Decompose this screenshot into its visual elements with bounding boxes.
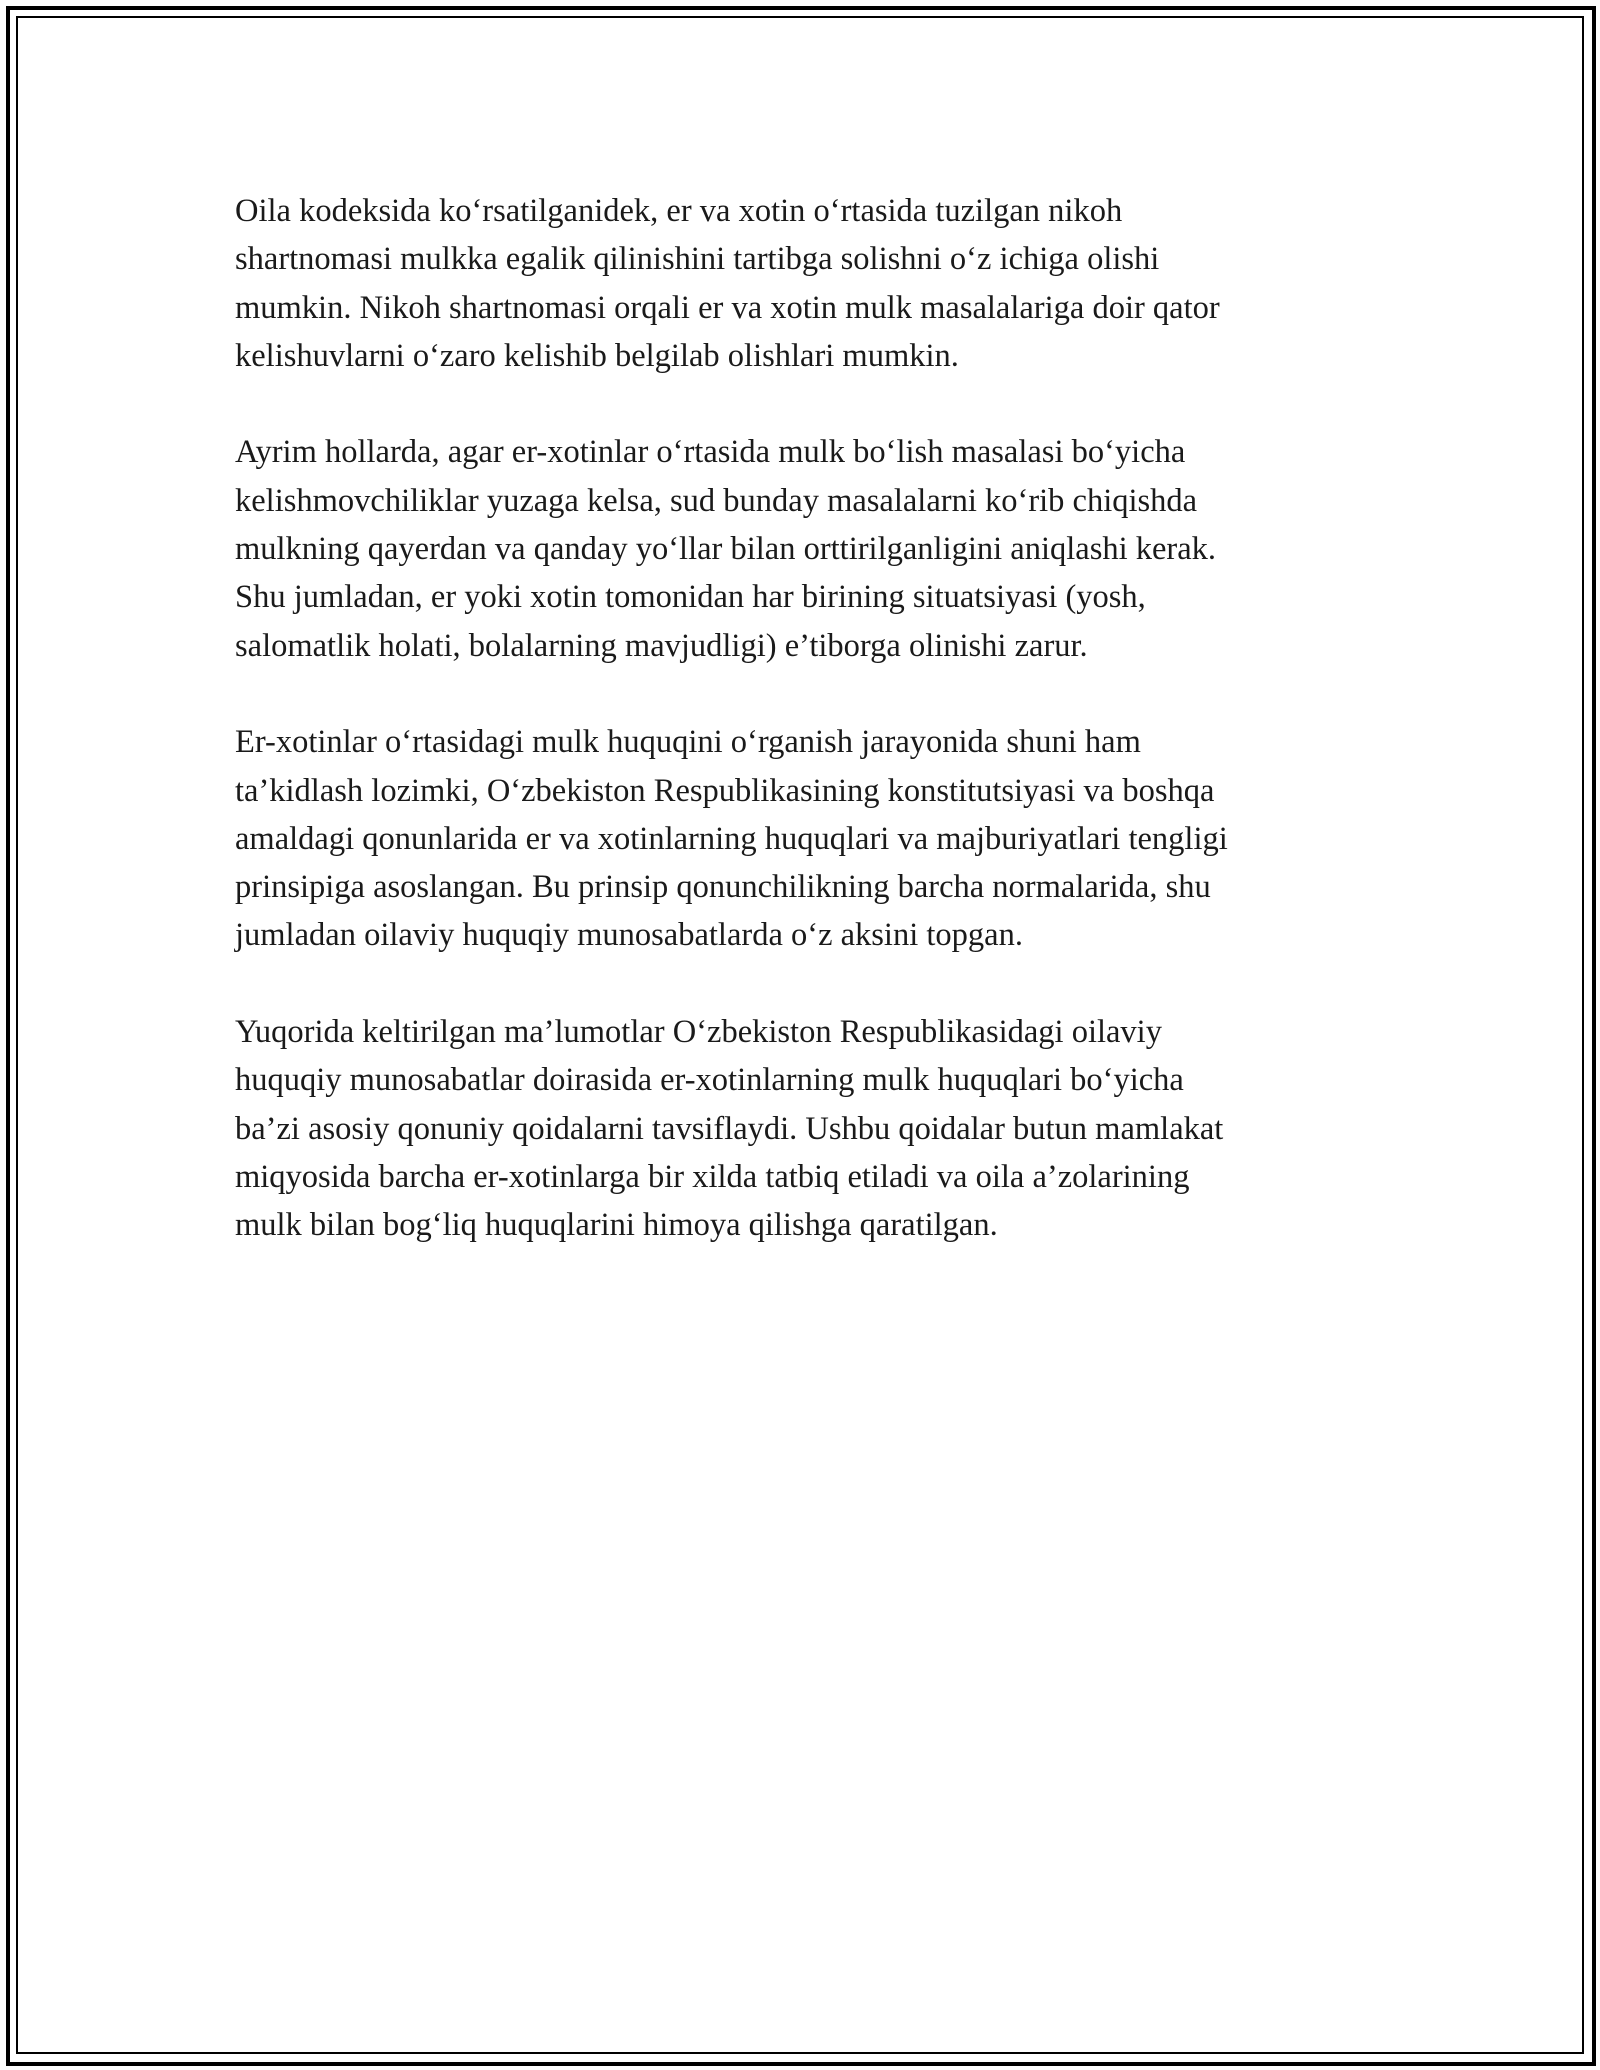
paragraph-3: Er-xotinlar o‘rtasidagi mulk huquqini o‘rganish jarayonida shuni ham ta’kidlash lozimki, O‘zbekiston Respublikasining konstitutsiyasi va boshqa amaldagi qonunlarida er va xotinlarning huquqlari va majburiyatlari tengligi prinsipiga asoslangan. Bu prinsip qonunchilikning barcha normalarida, shu jumladan oilaviy huquqiy munosabatlarda o‘z aksini topgan. <box>235 724 1228 954</box>
paragraph-4: Yuqorida keltirilgan ma’lumotlar O‘zbekiston Respublikasidagi oilaviy huquqiy munosabatlar doirasida er-xotinlarning mulk huquqlari bo‘yicha ba’zi asosiy qonuniy qoidalarni tavsiflaydi. Ushbu qoidalar butun mamlakat miqyosida barcha er-xotinlarga bir xilda tatbiq etiladi va oila a’zolarining mulk bilan bog‘liq huquqlarini himoya qilishga qaratilgan. <box>235 1014 1224 1244</box>
document-body <box>235 187 1370 1298</box>
paragraph-2: Ayrim hollarda, agar er-xotinlar o‘rtasida mulk bo‘lish masalasi bo‘yicha kelishmovchiliklar yuzaga kelsa, sud bunday masalalarni ko‘rib chiqishda mulkning qayerdan va qanday yo‘llar bilan orttirilganligini aniqlashi kerak. Shu jumladan, er yoki xotin tomonidan har birining situatsiyasi (yosh, salomatlik holati, bolalarning mavjudligi) e’tiborga olinishi zarur. <box>235 434 1217 664</box>
paragraph-1: Oila kodeksida ko‘rsatilganidek, er va xotin o‘rtasida tuzilgan nikoh shartnomasi mulkka egalik qilinishini tartibga solishni o‘z ichiga olishi mumkin. Nikoh shartnomasi orqali er va xotin mulk masalalariga doir qator kelishuvlarni o‘zaro kelishib belgilab olishlari mumkin. <box>235 193 1220 374</box>
